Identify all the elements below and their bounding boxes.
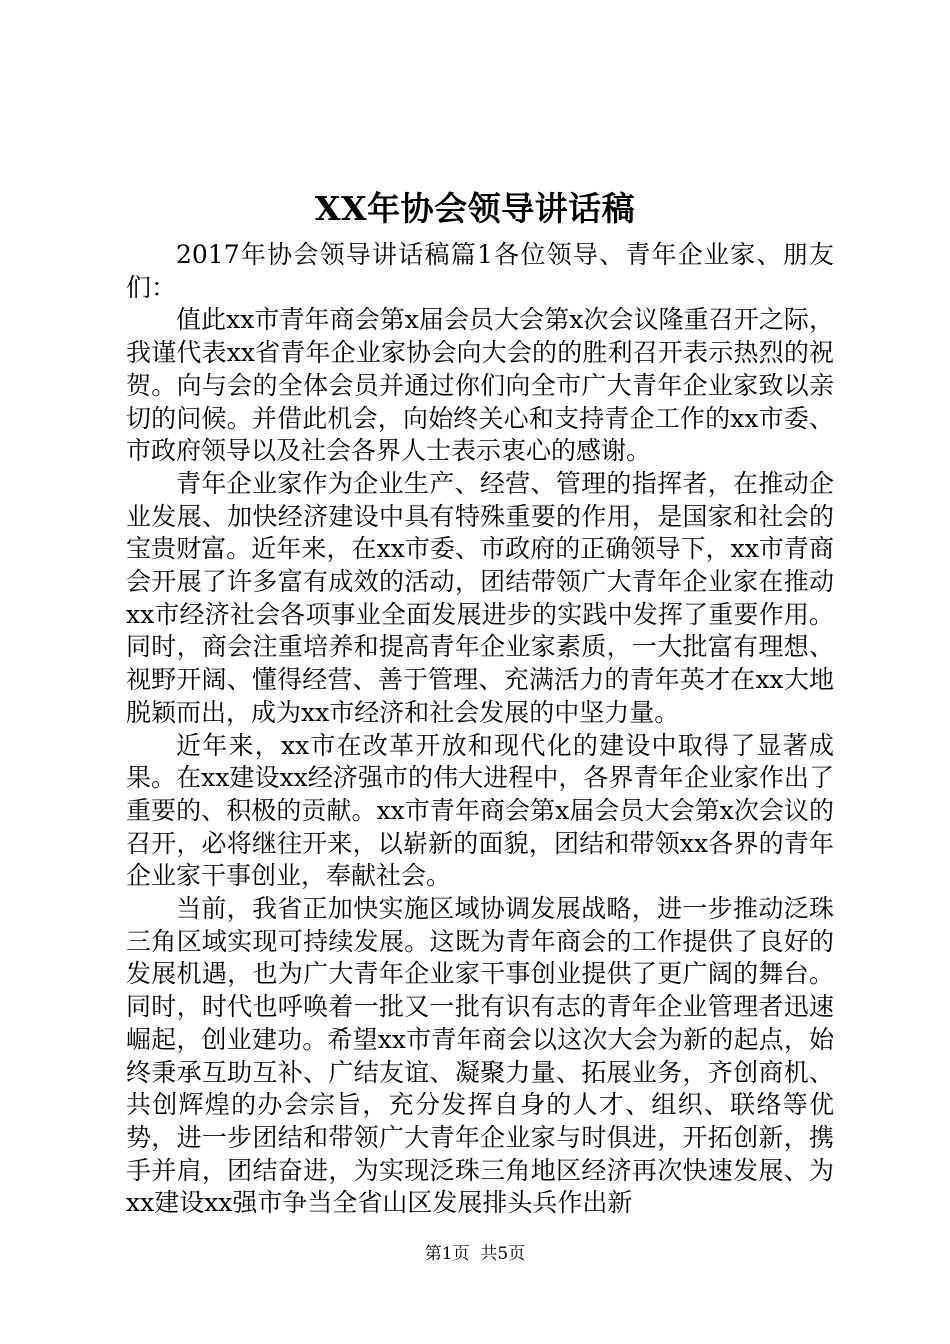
page-number: 第1页 [424, 1244, 470, 1264]
document-title: XX年协会领导讲话稿 [314, 189, 636, 228]
page-footer [0, 1242, 950, 1266]
paragraph-5: 当前，我省正加快实施区域协调发展战略，进一步推动泛珠三角区域实现可持续发展。这既为青年商会的工作提供了良好的发展机遇，也为广大青年企业家干事创业提供了更广阔的舞台。同时，时代也呼唤着一批又一批有识有志的青年企业管理者迅速崛起，创业建功。希望xx市青年商会以这次大会为新的起点，始终秉承互助互补、广结友谊、凝聚力量、拓展业务，齐创商机、共创辉煌的办会宗旨，充分发挥自身的人才、组织、联络等优势，进一步团结和带领广大青年企业家与时俱进，开拓创新，携手并肩，团结奋进，为实现泛珠三角地区经济再次快速发展、为xx建设xx强市争当全省山区发展排头兵作出新 [126, 894, 834, 1218]
document-body [126, 239, 834, 1220]
paragraph-4: 近年来，xx市在改革开放和现代化的建设中取得了显著成果。在xx建设xx经济强市的伟大进程中，各界青年企业家作出了重要的、积极的贡献。xx市青年商会第x届会员大会第x次会议的召开，必将继往开来，以崭新的面貌，团结和带领xx各界的青年企业家干事创业，奉献社会。 [126, 730, 834, 891]
paragraph-1: 2017年协会领导讲话稿篇1各位领导、青年企业家、朋友们： [126, 240, 834, 302]
paragraph-3: 青年企业家作为企业生产、经营、管理的指挥者，在推动企业发展、加快经济建设中具有特殊重要的作用，是国家和社会的宝贵财富。近年来，在xx市委、市政府的正确领导下，xx市青商会开展了许多富有成效的活动，团结带领广大青年企业家在推动xx市经济社会各项事业全面发展进步的实践中发挥了重要作用。同时，商会注重培养和提高青年企业家素质，一大批富有理想、视野开阔、懂得经营、善于管理、充满活力的青年英才在xx大地脱颖而出，成为xx市经济和社会发展的中坚力量。 [126, 468, 834, 727]
page-total: 共5页 [480, 1244, 526, 1264]
paragraph-2: 值此xx市青年商会第x届会员大会第x次会议隆重召开之际，我谨代表xx省青年企业家协会向大会的的胜利召开表示热烈的祝贺。向与会的全体会员并通过你们向全市广大青年企业家致以亲切的问候。并借此机会，向始终关心和支持青企工作的xx市委、市政府领导以及社会各界人士表示衷心的感谢。 [126, 305, 834, 466]
